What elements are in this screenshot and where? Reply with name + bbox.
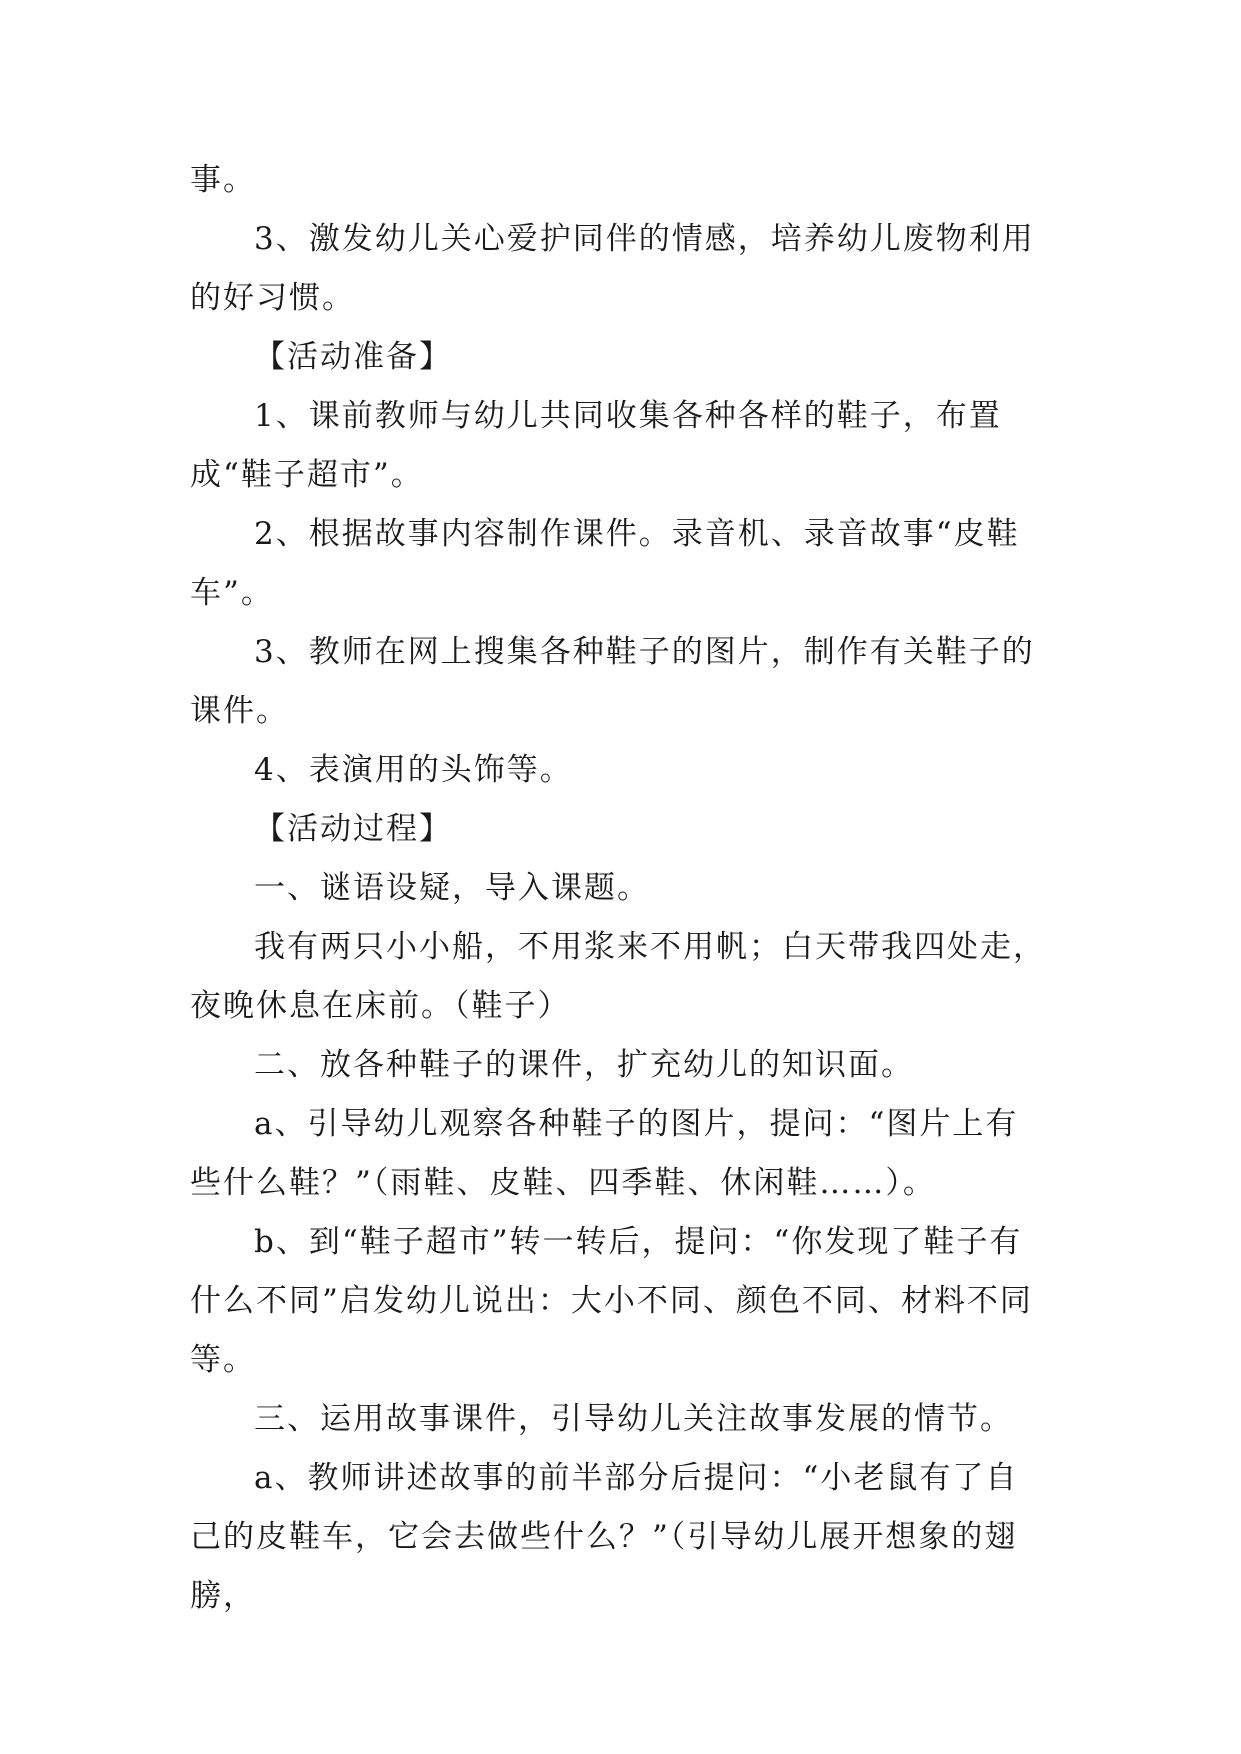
paragraph-step-2b: b、到“鞋子超市”转一转后，提问：“你发现了鞋子有什么不同”启发幼儿说出：大小不同、颜色不同、材料不同等。 bbox=[190, 1224, 1033, 1378]
paragraph-step-3: 三、运用故事课件，引导幼儿关注故事发展的情节。 bbox=[254, 1401, 1013, 1437]
paragraph-step-3a: a、教师讲述故事的前半部分后提问：“小老鼠有了自己的皮鞋车，它会去做些什么？”（引导幼儿展开想象的翅膀， bbox=[190, 1460, 1019, 1614]
paragraph-step-2: 二、放各种鞋子的课件，扩充幼儿的知识面。 bbox=[254, 1047, 914, 1083]
paragraph-step-1: 一、谜语设疑，导入课题。 bbox=[254, 870, 650, 906]
section-heading-process: 【活动过程】 bbox=[254, 811, 452, 847]
paragraph-prep-1: 1、课前教师与幼儿共同收集各种各样的鞋子，布置成“鞋子超市”。 bbox=[190, 398, 1002, 493]
paragraph-step-2a: a、引导幼儿观察各种鞋子的图片，提问：“图片上有些什么鞋？”（雨鞋、皮鞋、四季鞋、休闲鞋……）。 bbox=[190, 1106, 1019, 1201]
paragraph-prep-4: 4、表演用的头饰等。 bbox=[254, 752, 573, 788]
paragraph-continuation: 事。 bbox=[190, 162, 256, 198]
paragraph-prep-2: 2、根据故事内容制作课件。录音机、录音故事“皮鞋车”。 bbox=[190, 516, 1020, 611]
document-body bbox=[190, 151, 1050, 1626]
paragraph-prep-3: 3、教师在网上搜集各种鞋子的图片，制作有关鞋子的课件。 bbox=[190, 634, 1035, 729]
paragraph-goal-3: 3、激发幼儿关心爱护同伴的情感，培养幼儿废物利用的好习惯。 bbox=[190, 221, 1035, 316]
paragraph-riddle: 我有两只小小船，不用浆来不用帆；白天带我四处走，夜晚休息在床前。（鞋子） bbox=[190, 929, 1046, 1024]
section-heading-preparation: 【活动准备】 bbox=[254, 339, 452, 375]
